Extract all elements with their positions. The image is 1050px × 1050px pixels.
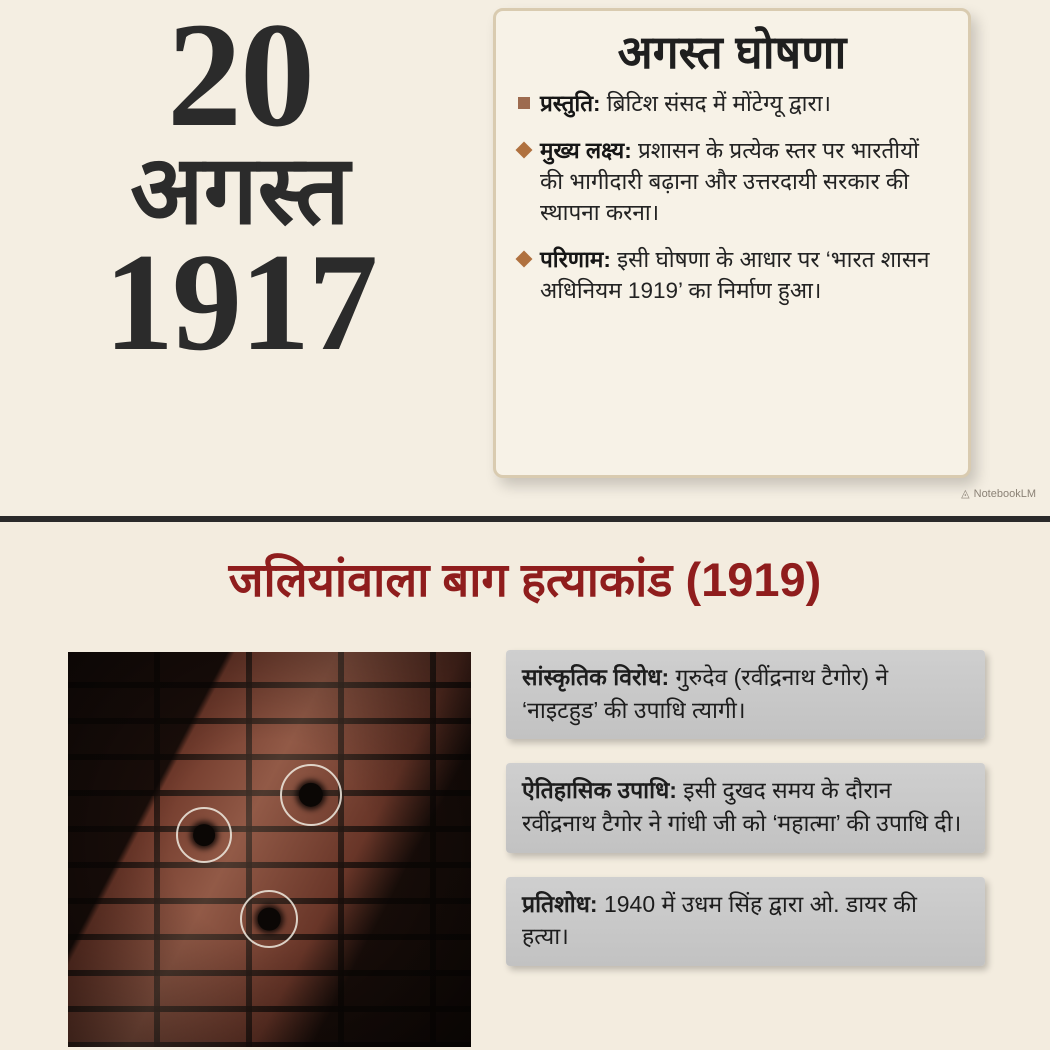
date-year: 1917 <box>104 225 376 381</box>
bullet-holes-photo <box>68 652 471 1047</box>
date-day: 20 <box>167 0 313 158</box>
card-bullet-1-label: प्रस्तुति: <box>540 90 601 116</box>
card-bullet-2-body: प्रशासन के प्रत्येक स्तर पर भारतीयों की भागीदारी बढ़ाना और उत्तरदायी सरकार की स्थापना करना। <box>540 137 919 225</box>
card-bullet-1-text <box>540 88 831 119</box>
card-bullet-3-text <box>540 244 946 306</box>
fact-item <box>506 763 985 852</box>
fact-1-body: गुरुदेव (रवींद्रनाथ टैगोर) ने ‘नाइटहुड’ की उपाधि त्यागी। <box>522 664 889 723</box>
photo-vignette <box>68 652 471 1047</box>
brand-label: NotebookLM <box>973 487 1036 500</box>
card-title: अगस्त घोषणा <box>617 26 847 78</box>
card-bullet-3 <box>518 244 946 306</box>
fact-2-label: ऐतिहासिक उपाधि: <box>522 777 677 804</box>
diamond-bullet-icon <box>518 253 530 265</box>
square-bullet-icon <box>518 97 530 109</box>
date-block <box>0 0 480 518</box>
card-bullet-2 <box>518 135 946 228</box>
top-panel <box>0 0 1050 518</box>
card-bullet-3-label: परिणाम: <box>540 246 611 272</box>
fact-3-body: 1940 में उधम सिंह द्वारा ओ. डायर की हत्या। <box>522 890 917 950</box>
card-bullet-1-body: ब्रिटिश संसद में मोंटेग्यू द्वारा। <box>600 90 832 116</box>
bottom-panel <box>0 522 1050 1050</box>
card-bullet-2-text <box>540 135 946 228</box>
fact-item <box>506 877 985 966</box>
section-title: जलियांवाला बाग हत्याकांड (1919) <box>228 553 822 606</box>
facts-list <box>506 650 985 990</box>
fact-2-body: इसी दुखद समय के दौरान रवींद्रनाथ टैगोर ने गांधी जी को ‘महात्मा’ की उपाधि दी। <box>522 777 962 836</box>
fact-1-label: सांस्कृतिक विरोध: <box>522 664 670 690</box>
date-month: अगस्त <box>130 136 350 244</box>
card-bullet-2-label: मुख्य लक्ष्य: <box>540 137 632 163</box>
diamond-bullet-icon <box>518 144 530 156</box>
august-declaration-card <box>493 8 971 478</box>
notebooklm-icon: ◬ <box>961 488 970 500</box>
brand-watermark <box>961 487 1036 500</box>
fact-item <box>506 650 985 739</box>
card-bullet-1 <box>518 88 946 119</box>
card-bullet-3-body: इसी घोषणा के आधार पर ‘भारत शासन अधिनियम 1919’ का निर्माण हुआ। <box>540 246 930 303</box>
fact-3-label: प्रतिशोध: <box>522 890 598 917</box>
